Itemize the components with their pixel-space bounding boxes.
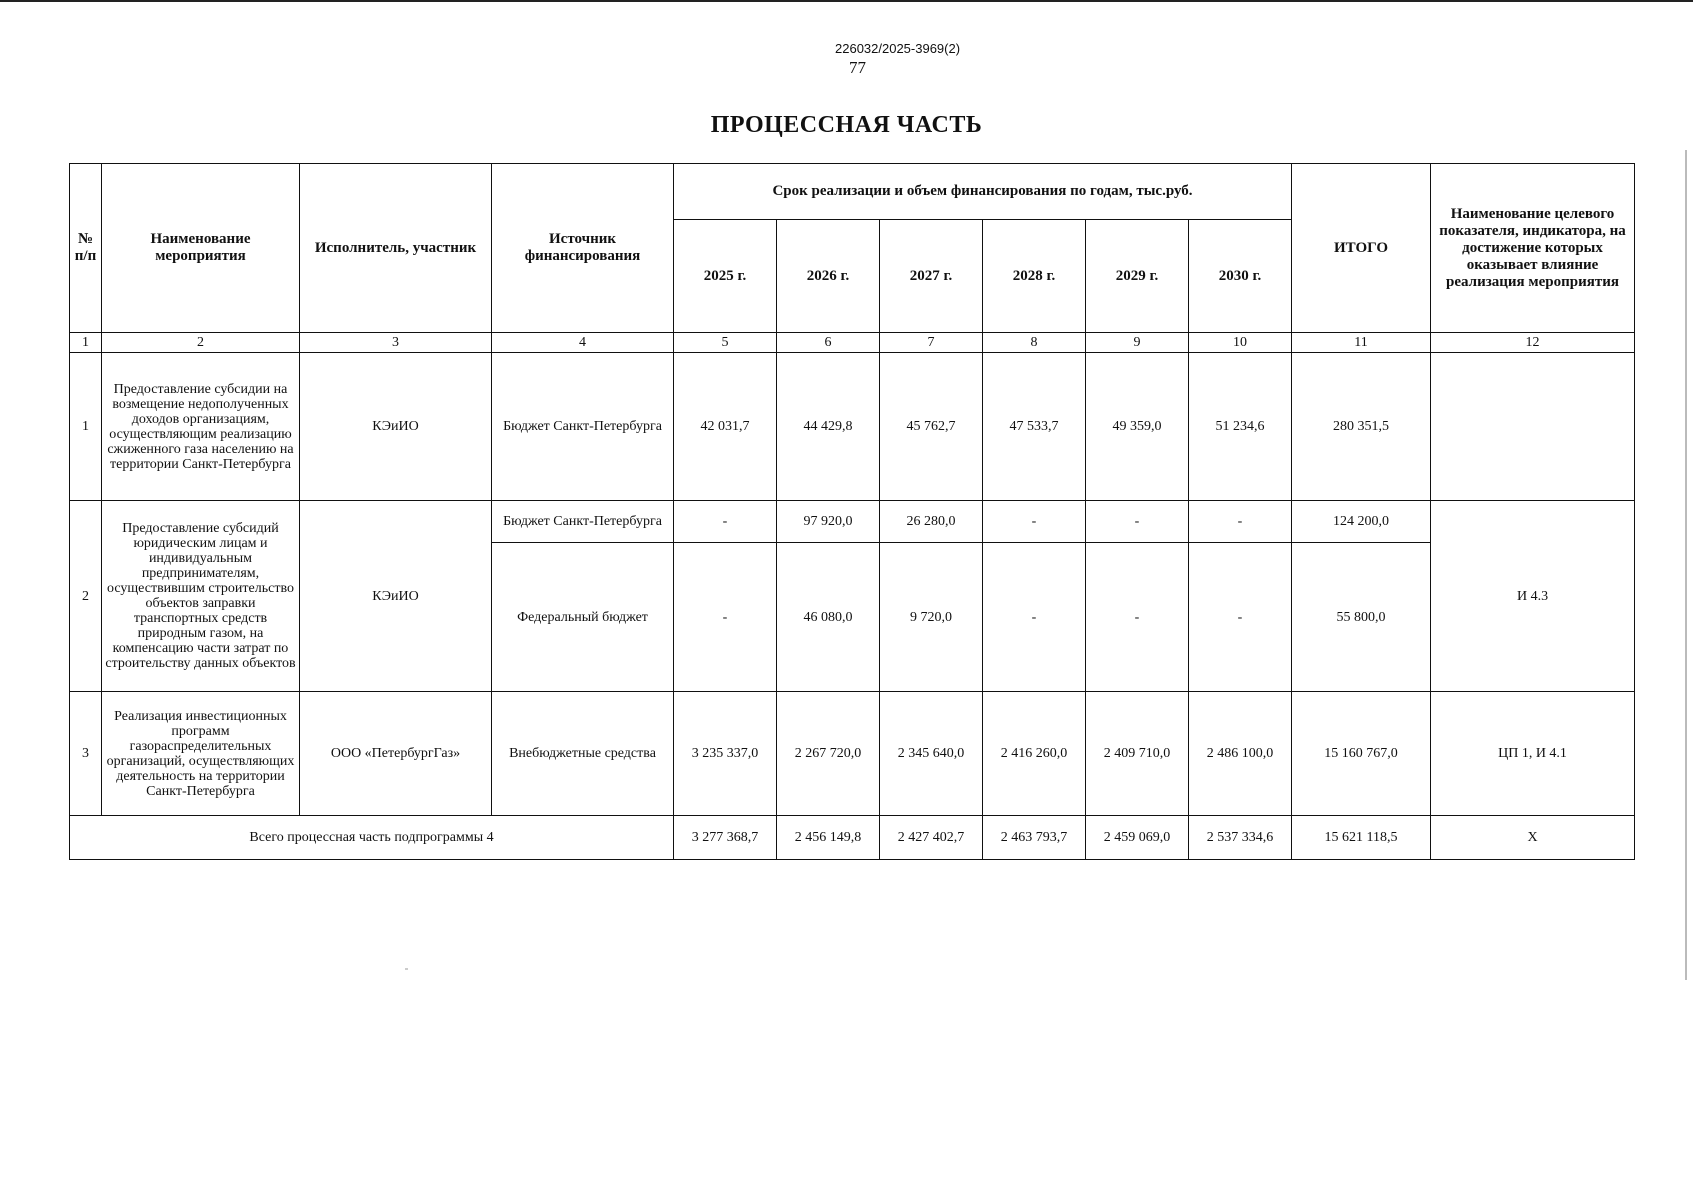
year-value: 42 031,7 [674, 353, 777, 501]
year-value: 2 486 100,0 [1189, 692, 1292, 816]
column-number: 8 [983, 333, 1086, 353]
year-value: 44 429,8 [777, 353, 880, 501]
page-title: ПРОЦЕССНАЯ ЧАСТЬ [710, 112, 983, 138]
year-value: 46 080,0 [777, 543, 880, 692]
grand-total-value: 2 463 793,7 [983, 816, 1086, 860]
header-year: 2025 г. [674, 220, 777, 333]
year-value: 49 359,0 [1086, 353, 1189, 501]
column-number: 7 [880, 333, 983, 353]
grand-total-row [70, 816, 1635, 860]
year-value: 47 533,7 [983, 353, 1086, 501]
header-total: ИТОГО [1292, 164, 1431, 333]
header-indicator: Наименование целевого показателя, индикатора, на достижение которых оказывает влияние реализация мероприятия [1431, 164, 1635, 333]
table-row [70, 353, 1635, 501]
year-value: 97 920,0 [777, 501, 880, 543]
executor: ООО «ПетербургГаз» [300, 692, 492, 816]
header-year: 2029 г. [1086, 220, 1189, 333]
process-part-table [69, 163, 1635, 860]
year-value: 3 235 337,0 [674, 692, 777, 816]
row-number: 1 [70, 353, 102, 501]
year-value: - [674, 543, 777, 692]
header-year: 2026 г. [777, 220, 880, 333]
grand-total-indicator: Х [1431, 816, 1635, 860]
year-value: 9 720,0 [880, 543, 983, 692]
column-number: 12 [1431, 333, 1635, 353]
year-value: 45 762,7 [880, 353, 983, 501]
scan-artifact [405, 968, 408, 970]
activity-name: Предоставление субсидий юридическим лицам и индивидуальным предпринимателям, осуществившим строительство объектов заправки транспортных средств природным газом, на компенсацию части затрат по строительству данных объектов [102, 501, 300, 692]
funding-source: Внебюджетные средства [492, 692, 674, 816]
year-value: 2 409 710,0 [1086, 692, 1189, 816]
page-number: 77 [849, 58, 866, 77]
year-value: - [674, 501, 777, 543]
column-number: 4 [492, 333, 674, 353]
year-value: - [1189, 501, 1292, 543]
row-total: 55 800,0 [1292, 543, 1431, 692]
table-row [70, 692, 1635, 816]
grand-total-sum: 15 621 118,5 [1292, 816, 1431, 860]
table-row [70, 501, 1635, 543]
header-year: 2027 г. [880, 220, 983, 333]
executor: КЭиИО [300, 353, 492, 501]
executor: КЭиИО [300, 501, 492, 692]
column-number: 10 [1189, 333, 1292, 353]
grand-total-value: 2 456 149,8 [777, 816, 880, 860]
year-value: 26 280,0 [880, 501, 983, 543]
row-number: 3 [70, 692, 102, 816]
column-number: 1 [70, 333, 102, 353]
indicator: И 4.3 [1431, 501, 1635, 692]
indicator: ЦП 1, И 4.1 [1431, 692, 1635, 816]
header-period: Срок реализации и объем финансирования по годам, тыс.руб. [674, 164, 1292, 220]
column-number: 9 [1086, 333, 1189, 353]
year-value: - [1086, 501, 1189, 543]
column-number: 2 [102, 333, 300, 353]
column-number: 5 [674, 333, 777, 353]
column-number: 3 [300, 333, 492, 353]
activity-name: Реализация инвестиционных программ газораспределительных организаций, осуществляющих деятельность на территории Санкт-Петербурга [102, 692, 300, 816]
funding-source: Бюджет Санкт-Петербурга [492, 501, 674, 543]
row-total: 124 200,0 [1292, 501, 1431, 543]
year-value: 2 345 640,0 [880, 692, 983, 816]
funding-source: Бюджет Санкт-Петербурга [492, 353, 674, 501]
grand-total-value: 2 537 334,6 [1189, 816, 1292, 860]
header-source: Источник финансирования [492, 164, 674, 333]
column-number-row [70, 333, 1635, 353]
year-value: - [983, 543, 1086, 692]
scan-edge-line [1685, 150, 1687, 980]
year-value: 2 267 720,0 [777, 692, 880, 816]
header-name: Наименование мероприятия [102, 164, 300, 333]
funding-source: Федеральный бюджет [492, 543, 674, 692]
row-number: 2 [70, 501, 102, 692]
top-border-line [0, 0, 1693, 2]
header-no: № п/п [70, 164, 102, 333]
year-value: - [1086, 543, 1189, 692]
year-value: - [1189, 543, 1292, 692]
header-year: 2028 г. [983, 220, 1086, 333]
grand-total-value: 2 427 402,7 [880, 816, 983, 860]
year-value: 51 234,6 [1189, 353, 1292, 501]
header-year: 2030 г. [1189, 220, 1292, 333]
row-total: 280 351,5 [1292, 353, 1431, 501]
year-value: - [983, 501, 1086, 543]
activity-name: Предоставление субсидии на возмещение недополученных доходов организациям, осуществляющим реализацию сжиженного газа населению на территории Санкт-Петербурга [102, 353, 300, 501]
grand-total-value: 3 277 368,7 [674, 816, 777, 860]
column-number: 11 [1292, 333, 1431, 353]
header-executor: Исполнитель, участник [300, 164, 492, 333]
registration-number: 226032/2025-3969(2) [835, 41, 961, 56]
year-value: 2 416 260,0 [983, 692, 1086, 816]
row-total: 15 160 767,0 [1292, 692, 1431, 816]
indicator [1431, 353, 1635, 501]
grand-total-label: Всего процессная часть подпрограммы 4 [70, 816, 674, 860]
column-number: 6 [777, 333, 880, 353]
grand-total-value: 2 459 069,0 [1086, 816, 1189, 860]
